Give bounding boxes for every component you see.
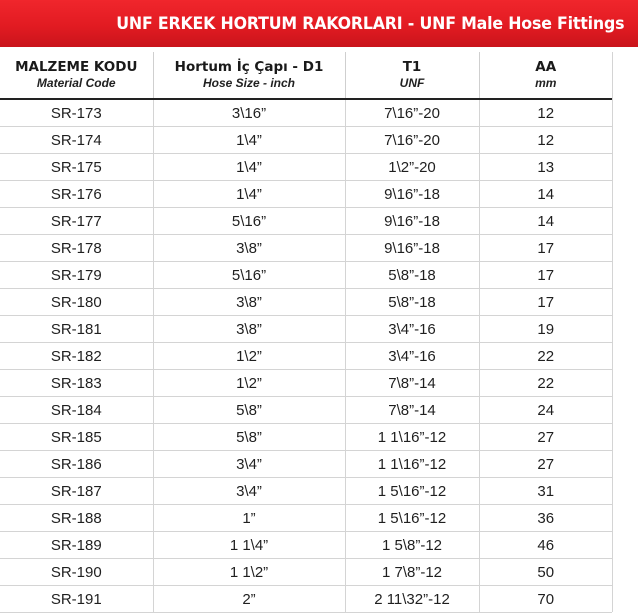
header-main-label: Hortum İç Çapı - D1 [174,59,324,75]
table-row [0,316,612,343]
cell-aa-mm: 19 [479,316,612,343]
cell-aa-mm: 12 [479,127,612,154]
cell-thread-t1: 1 5\8”-12 [345,532,479,559]
cell-aa-mm: 27 [479,451,612,478]
cell-thread-t1: 1 5\16”-12 [345,478,479,505]
table-row [0,505,612,532]
table-row [0,559,612,586]
header-sub-label: Hose Size - inch [202,76,296,90]
cell-material-code: SR-175 [0,154,153,181]
cell-hose-size: 5\16” [153,208,345,235]
cell-thread-t1: 3\4”-16 [345,316,479,343]
cell-material-code: SR-176 [0,181,153,208]
cell-hose-size: 2” [153,586,345,613]
cell-hose-size: 1\4” [153,181,345,208]
table-body [0,99,612,613]
cell-material-code: SR-187 [0,478,153,505]
cell-material-code: SR-185 [0,424,153,451]
cell-thread-t1: 3\4”-16 [345,343,479,370]
cell-aa-mm: 24 [479,397,612,424]
table-row [0,586,612,613]
cell-hose-size: 3\8” [153,235,345,262]
header-thread-t1 [345,52,479,99]
cell-thread-t1: 1 1\16”-12 [345,451,479,478]
cell-hose-size: 1\2” [153,370,345,397]
table-row [0,154,612,181]
table-header-row [0,52,612,99]
cell-thread-t1: 1 5\16”-12 [345,505,479,532]
header-sub-label: Material Code [36,76,116,90]
table-row [0,99,612,127]
table-row [0,397,612,424]
table-row [0,370,612,397]
cell-hose-size: 5\8” [153,424,345,451]
cell-aa-mm: 17 [479,262,612,289]
table-row [0,127,612,154]
cell-thread-t1: 5\8”-18 [345,262,479,289]
table-row [0,181,612,208]
cell-hose-size: 1” [153,505,345,532]
cell-material-code: SR-177 [0,208,153,235]
table-row [0,208,612,235]
header-hose-size [153,52,345,99]
cell-thread-t1: 9\16”-18 [345,208,479,235]
cell-hose-size: 1 1\2” [153,559,345,586]
header-main-label: AA [535,59,557,75]
cell-material-code: SR-181 [0,316,153,343]
table-row [0,451,612,478]
fittings-table [0,52,612,613]
table-row [0,343,612,370]
header-main-label: MALZEME KODU [15,59,138,75]
cell-hose-size: 3\4” [153,478,345,505]
cell-hose-size: 5\8” [153,397,345,424]
cell-hose-size: 5\16” [153,262,345,289]
cell-thread-t1: 7\8”-14 [345,397,479,424]
cell-aa-mm: 22 [479,343,612,370]
cell-aa-mm: 36 [479,505,612,532]
cell-hose-size: 1\4” [153,154,345,181]
cell-hose-size: 3\16” [153,99,345,127]
cell-material-code: SR-179 [0,262,153,289]
cell-material-code: SR-174 [0,127,153,154]
cell-thread-t1: 1 7\8”-12 [345,559,479,586]
cell-aa-mm: 27 [479,424,612,451]
cell-material-code: SR-183 [0,370,153,397]
header-sub-label: UNF [399,76,425,90]
cell-thread-t1: 7\8”-14 [345,370,479,397]
cell-aa-mm: 46 [479,532,612,559]
cell-aa-mm: 14 [479,181,612,208]
cell-hose-size: 3\8” [153,316,345,343]
cell-material-code: SR-189 [0,532,153,559]
table-row [0,235,612,262]
cell-material-code: SR-182 [0,343,153,370]
cell-thread-t1: 7\16”-20 [345,127,479,154]
table-row [0,478,612,505]
table-row [0,424,612,451]
cell-aa-mm: 14 [479,208,612,235]
cell-aa-mm: 13 [479,154,612,181]
cell-thread-t1: 9\16”-18 [345,181,479,208]
cell-thread-t1: 2 11\32”-12 [345,586,479,613]
cell-material-code: SR-180 [0,289,153,316]
cell-material-code: SR-191 [0,586,153,613]
cell-hose-size: 3\8” [153,289,345,316]
title-banner [0,0,638,47]
fittings-table-container [0,52,638,613]
cell-material-code: SR-173 [0,99,153,127]
cell-aa-mm: 22 [479,370,612,397]
cell-thread-t1: 7\16”-20 [345,99,479,127]
header-sub-label: mm [535,76,557,90]
page-title: UNF ERKEK HORTUM RAKORLARI - UNF Male Hose Fittings [115,13,624,34]
cell-aa-mm: 70 [479,586,612,613]
cell-material-code: SR-178 [0,235,153,262]
cell-thread-t1: 9\16”-18 [345,235,479,262]
table-right-border [612,52,613,612]
cell-aa-mm: 31 [479,478,612,505]
cell-hose-size: 1\4” [153,127,345,154]
header-aa-mm [479,52,612,99]
cell-hose-size: 1 1\4” [153,532,345,559]
table-row [0,289,612,316]
cell-hose-size: 3\4” [153,451,345,478]
cell-material-code: SR-190 [0,559,153,586]
cell-thread-t1: 1 1\16”-12 [345,424,479,451]
cell-thread-t1: 1\2”-20 [345,154,479,181]
cell-material-code: SR-186 [0,451,153,478]
table-row [0,262,612,289]
cell-aa-mm: 12 [479,99,612,127]
table-row [0,532,612,559]
cell-hose-size: 1\2” [153,343,345,370]
header-material-code [0,52,153,99]
cell-thread-t1: 5\8”-18 [345,289,479,316]
cell-material-code: SR-184 [0,397,153,424]
cell-aa-mm: 17 [479,235,612,262]
cell-aa-mm: 50 [479,559,612,586]
cell-material-code: SR-188 [0,505,153,532]
cell-aa-mm: 17 [479,289,612,316]
header-main-label: T1 [402,59,422,75]
